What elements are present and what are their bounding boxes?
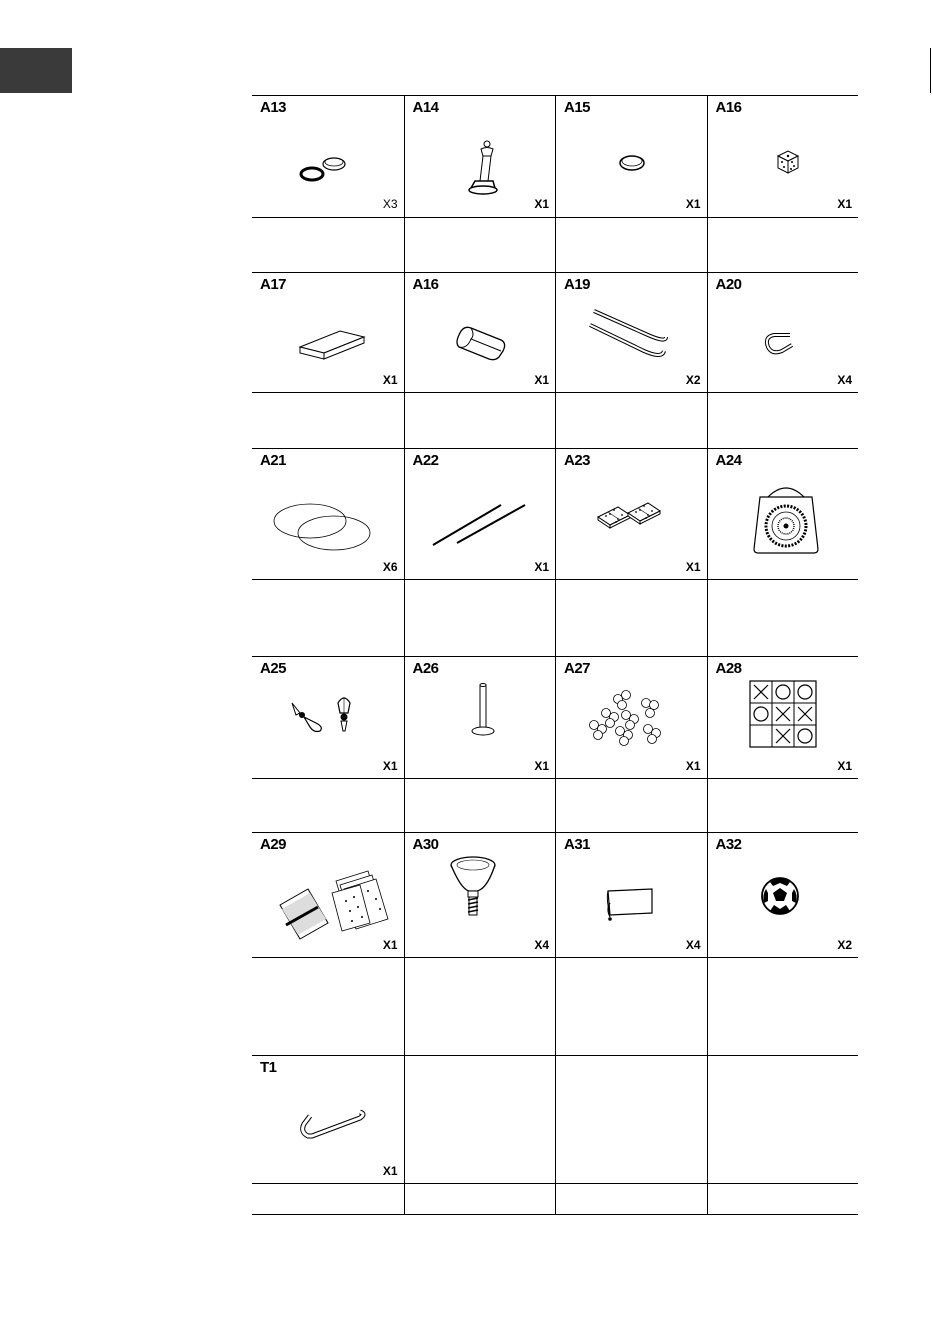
sticks-icon xyxy=(405,449,556,580)
part-quantity: X1 xyxy=(685,560,701,574)
part-code: A32 xyxy=(715,836,742,853)
part-code: A21 xyxy=(260,452,287,469)
parts-row-5 xyxy=(252,832,858,958)
part-quantity: X1 xyxy=(382,938,398,952)
part-cell xyxy=(707,833,859,958)
description-row-2 xyxy=(252,392,858,449)
roulette-bag-icon xyxy=(708,449,859,580)
part-cell xyxy=(404,449,556,580)
description-row-6 xyxy=(252,1183,858,1215)
part-cell xyxy=(252,833,404,958)
description-row-4 xyxy=(252,778,858,833)
part-cell xyxy=(252,273,404,393)
part-code: T1 xyxy=(260,1059,277,1076)
part-cell xyxy=(555,657,707,779)
description-row-1 xyxy=(252,217,858,273)
part-code: A29 xyxy=(260,836,287,853)
part-quantity: X1 xyxy=(685,759,701,773)
part-code: A17 xyxy=(260,276,287,293)
part-code: A20 xyxy=(715,276,742,293)
part-code: A14 xyxy=(412,99,439,116)
part-cell xyxy=(707,449,859,580)
chess-king-icon xyxy=(405,96,556,217)
part-code: A28 xyxy=(715,660,742,677)
part-code: A26 xyxy=(412,660,439,677)
language-tab xyxy=(0,48,72,93)
part-cell xyxy=(555,449,707,580)
part-quantity: X1 xyxy=(382,1164,398,1178)
part-code: A25 xyxy=(260,660,287,677)
part-code: A15 xyxy=(564,99,591,116)
parts-row-3 xyxy=(252,448,858,580)
part-cell xyxy=(707,657,859,779)
part-cell xyxy=(404,657,556,779)
part-quantity: X3 xyxy=(382,197,398,211)
block-icon xyxy=(252,273,403,393)
part-cell xyxy=(404,833,556,958)
part-quantity: X1 xyxy=(534,197,549,211)
part-code: A31 xyxy=(564,836,591,853)
coin-icon xyxy=(556,96,707,217)
tic-tac-toe-icon xyxy=(708,657,859,779)
part-cell xyxy=(404,96,556,217)
part-quantity: X2 xyxy=(837,938,852,952)
part-quantity: X1 xyxy=(837,759,852,773)
part-quantity: X1 xyxy=(534,560,549,574)
part-cell xyxy=(252,1056,404,1184)
part-quantity: X1 xyxy=(534,759,549,773)
part-code: A30 xyxy=(412,836,439,853)
part-code: A27 xyxy=(564,660,591,677)
parts-row-2 xyxy=(252,272,858,393)
part-cell xyxy=(555,96,707,217)
part-quantity: X4 xyxy=(534,938,549,952)
part-code: A23 xyxy=(564,452,591,469)
part-code: A24 xyxy=(715,452,742,469)
dice-icon xyxy=(708,96,859,217)
part-quantity: X2 xyxy=(685,373,701,387)
part-cell xyxy=(252,96,404,217)
part-cell xyxy=(707,273,859,393)
part-quantity: X4 xyxy=(685,938,701,952)
part-quantity: X1 xyxy=(534,373,549,387)
description-row-3 xyxy=(252,579,858,657)
shuttlecocks-icon xyxy=(252,657,403,779)
part-quantity: X4 xyxy=(837,373,852,387)
part-cell xyxy=(252,449,404,580)
cards-icon xyxy=(252,833,403,958)
edge-mark xyxy=(930,48,931,93)
part-quantity: X6 xyxy=(382,560,398,574)
description-row-5 xyxy=(252,957,858,1056)
parts-row-4 xyxy=(252,656,858,779)
u-clip-icon xyxy=(708,273,859,393)
eraser-icon xyxy=(405,273,556,393)
part-cell xyxy=(555,273,707,393)
allen-key-icon xyxy=(252,1056,403,1184)
part-quantity: X1 xyxy=(837,197,852,211)
marbles-icon xyxy=(556,657,707,779)
parts-row-1 xyxy=(252,96,858,217)
part-code: A13 xyxy=(260,99,287,116)
part-code: A16 xyxy=(412,276,439,293)
peg-icon xyxy=(405,657,556,779)
part-code: A16 xyxy=(715,99,742,116)
foot-icon xyxy=(405,833,556,958)
bent-rods-icon xyxy=(556,273,707,393)
part-cell xyxy=(707,96,859,217)
buttons-icon xyxy=(252,96,403,217)
part-quantity: X1 xyxy=(382,373,398,387)
part-cell xyxy=(404,273,556,393)
pouch-icon xyxy=(556,833,707,958)
part-quantity: X1 xyxy=(382,759,398,773)
soccer-ball-icon xyxy=(708,833,859,958)
part-quantity: X1 xyxy=(685,197,701,211)
part-code: A22 xyxy=(412,452,439,469)
part-cell xyxy=(252,657,404,779)
part-cell xyxy=(555,833,707,958)
parts-row-6 xyxy=(252,1055,858,1184)
parts-table xyxy=(252,95,858,1215)
rubber-rings-icon xyxy=(252,449,403,580)
part-code: A19 xyxy=(564,276,591,293)
dominoes-icon xyxy=(556,449,707,580)
